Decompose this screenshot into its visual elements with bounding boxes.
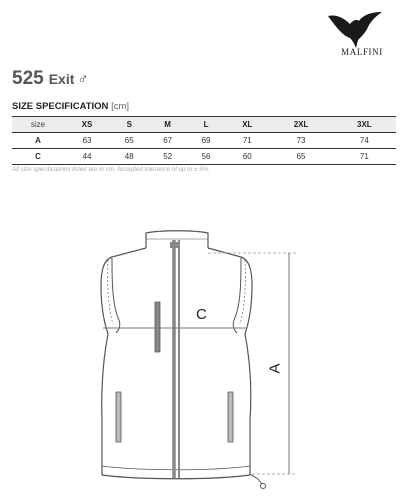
header-cell: size: [12, 117, 64, 133]
model-number: 525: [12, 68, 44, 89]
header-cell: L: [187, 117, 225, 133]
table-cell: 73: [269, 133, 332, 149]
table-row: [12, 149, 396, 165]
tolerance-note: All size specifications listed are in cm. Accepted tolerance of up to ± 5%.: [12, 166, 210, 173]
male-gender-icon: ♂: [77, 71, 89, 88]
row-label: A: [12, 133, 64, 149]
header-cell: XS: [64, 117, 110, 133]
model-name: Exit: [48, 71, 75, 87]
table-cell: 67: [148, 133, 186, 149]
spec-unit: [cm]: [111, 101, 130, 112]
size-table: [12, 116, 396, 165]
header-cell: XL: [225, 117, 269, 133]
header-cell: M: [148, 117, 186, 133]
row-label: C: [12, 149, 64, 165]
brand-name: MALFINI: [341, 47, 383, 57]
drawcord-icon: [250, 474, 262, 484]
table-cell: 65: [269, 149, 332, 165]
dimension-label-a: A: [266, 363, 284, 374]
table-row: [12, 133, 396, 149]
table-cell: 74: [333, 133, 396, 149]
table-cell: 71: [225, 133, 269, 149]
table-cell: 65: [110, 133, 148, 149]
left-pocket-zipper: [116, 392, 121, 442]
table-cell: 60: [225, 149, 269, 165]
spec-title: [12, 101, 129, 112]
table-cell: 52: [148, 149, 186, 165]
product-heading: [12, 68, 89, 90]
table-cell: 56: [187, 149, 225, 165]
table-cell: 69: [187, 133, 225, 149]
table-cell: 63: [64, 133, 110, 149]
spec-title-text: SIZE SPECIFICATION: [12, 101, 109, 112]
table-cell: 48: [110, 149, 148, 165]
table-cell: 71: [333, 149, 396, 165]
size-table-header: [12, 117, 396, 133]
right-pocket-zipper: [228, 392, 233, 442]
header-cell: S: [110, 117, 148, 133]
header-cell: 2XL: [269, 117, 332, 133]
header-cell: 3XL: [333, 117, 396, 133]
table-cell: 44: [64, 149, 110, 165]
vest-body: [101, 248, 252, 479]
vest-technical-drawing: [0, 220, 406, 500]
dimension-label-c: C: [196, 306, 207, 323]
chest-pocket-zipper: [155, 302, 160, 352]
